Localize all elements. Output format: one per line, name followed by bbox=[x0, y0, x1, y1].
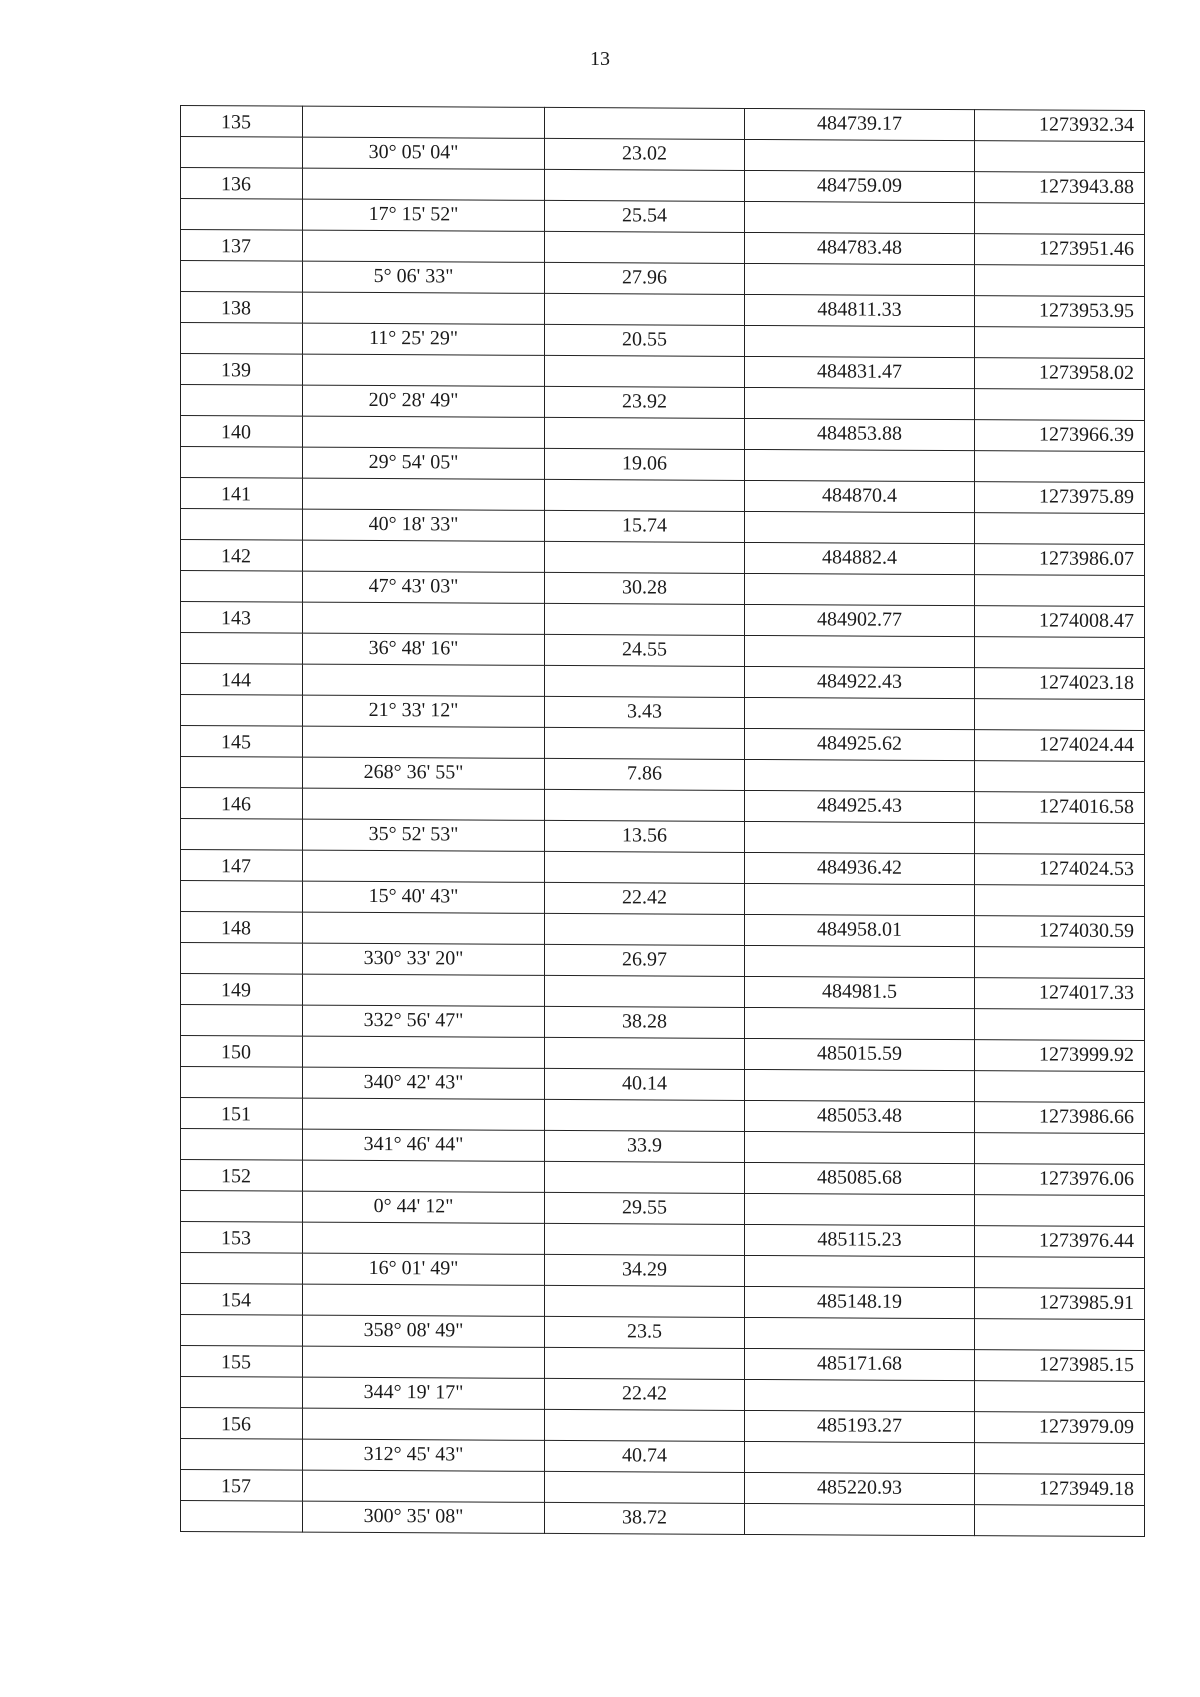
segment-row bbox=[181, 571, 1145, 607]
distance-cell: 20.55 bbox=[545, 324, 745, 356]
empty-cell bbox=[975, 265, 1145, 297]
point-number-cell: 155 bbox=[181, 1346, 303, 1378]
empty-cell bbox=[975, 451, 1145, 483]
empty-cell bbox=[181, 1191, 303, 1223]
empty-cell bbox=[303, 1470, 545, 1502]
empty-cell bbox=[303, 664, 545, 696]
empty-cell bbox=[181, 819, 303, 851]
segment-row bbox=[181, 695, 1145, 731]
y-coordinate-cell: 1274017.33 bbox=[975, 978, 1145, 1010]
empty-cell bbox=[181, 1439, 303, 1471]
empty-cell bbox=[545, 913, 745, 945]
segment-row bbox=[181, 1191, 1145, 1227]
empty-cell bbox=[545, 789, 745, 821]
bearing-angle-cell: 35° 52' 53" bbox=[303, 819, 545, 851]
x-coordinate-cell: 485015.59 bbox=[745, 1038, 975, 1070]
empty-cell bbox=[745, 449, 975, 481]
distance-cell: 7.86 bbox=[545, 758, 745, 790]
distance-cell: 29.55 bbox=[545, 1192, 745, 1224]
distance-cell: 22.42 bbox=[545, 882, 745, 914]
empty-cell bbox=[545, 169, 745, 201]
empty-cell bbox=[975, 823, 1145, 855]
x-coordinate-cell: 485220.93 bbox=[745, 1472, 975, 1504]
y-coordinate-cell: 1274024.44 bbox=[975, 730, 1145, 762]
point-row bbox=[181, 354, 1145, 390]
empty-cell bbox=[975, 1257, 1145, 1289]
segment-row bbox=[181, 261, 1145, 297]
empty-cell bbox=[181, 1005, 303, 1037]
point-row bbox=[181, 1408, 1145, 1444]
x-coordinate-cell: 484853.88 bbox=[745, 418, 975, 450]
distance-cell: 38.28 bbox=[545, 1006, 745, 1038]
empty-cell bbox=[303, 1036, 545, 1068]
y-coordinate-cell: 1273932.34 bbox=[975, 110, 1145, 142]
point-number-cell: 144 bbox=[181, 664, 303, 696]
segment-row bbox=[181, 385, 1145, 421]
empty-cell bbox=[303, 1346, 545, 1378]
x-coordinate-cell: 485115.23 bbox=[745, 1224, 975, 1256]
point-row bbox=[181, 416, 1145, 452]
empty-cell bbox=[303, 354, 545, 386]
empty-cell bbox=[975, 327, 1145, 359]
x-coordinate-cell: 484870.4 bbox=[745, 480, 975, 512]
empty-cell bbox=[303, 292, 545, 324]
empty-cell bbox=[303, 168, 545, 200]
bearing-angle-cell: 341° 46' 44" bbox=[303, 1129, 545, 1161]
distance-cell: 34.29 bbox=[545, 1254, 745, 1286]
empty-cell bbox=[181, 571, 303, 603]
point-number-cell: 148 bbox=[181, 912, 303, 944]
empty-cell bbox=[545, 851, 745, 883]
segment-row bbox=[181, 633, 1145, 669]
empty-cell bbox=[545, 1161, 745, 1193]
empty-cell bbox=[303, 1284, 545, 1316]
empty-cell bbox=[545, 1223, 745, 1255]
point-row bbox=[181, 1036, 1145, 1072]
empty-cell bbox=[303, 478, 545, 510]
segment-row bbox=[181, 819, 1145, 855]
bearing-angle-cell: 330° 33' 20" bbox=[303, 943, 545, 975]
empty-cell bbox=[545, 1471, 745, 1503]
y-coordinate-cell: 1273943.88 bbox=[975, 172, 1145, 204]
y-coordinate-cell: 1273949.18 bbox=[975, 1474, 1145, 1506]
x-coordinate-cell: 484783.48 bbox=[745, 232, 975, 264]
empty-cell bbox=[745, 1069, 975, 1101]
empty-cell bbox=[745, 325, 975, 357]
empty-cell bbox=[181, 881, 303, 913]
segment-row bbox=[181, 137, 1145, 173]
empty-cell bbox=[745, 945, 975, 977]
empty-cell bbox=[745, 883, 975, 915]
distance-cell: 40.14 bbox=[545, 1068, 745, 1100]
point-number-cell: 145 bbox=[181, 726, 303, 758]
point-number-cell: 156 bbox=[181, 1408, 303, 1440]
empty-cell bbox=[303, 1098, 545, 1130]
point-row bbox=[181, 726, 1145, 762]
empty-cell bbox=[745, 1131, 975, 1163]
empty-cell bbox=[545, 293, 745, 325]
empty-cell bbox=[745, 1193, 975, 1225]
distance-cell: 26.97 bbox=[545, 944, 745, 976]
empty-cell bbox=[303, 1408, 545, 1440]
distance-cell: 38.72 bbox=[545, 1502, 745, 1534]
y-coordinate-cell: 1273975.89 bbox=[975, 482, 1145, 514]
bearing-angle-cell: 17° 15' 52" bbox=[303, 199, 545, 231]
y-coordinate-cell: 1273986.66 bbox=[975, 1102, 1145, 1134]
bearing-angle-cell: 20° 28' 49" bbox=[303, 385, 545, 417]
point-row bbox=[181, 106, 1145, 142]
segment-row bbox=[181, 1501, 1145, 1537]
empty-cell bbox=[745, 1317, 975, 1349]
point-number-cell: 151 bbox=[181, 1098, 303, 1130]
y-coordinate-cell: 1273958.02 bbox=[975, 358, 1145, 390]
x-coordinate-cell: 484936.42 bbox=[745, 852, 975, 884]
point-row bbox=[181, 1222, 1145, 1258]
empty-cell bbox=[745, 1503, 975, 1535]
empty-cell bbox=[975, 1195, 1145, 1227]
empty-cell bbox=[975, 1319, 1145, 1351]
empty-cell bbox=[303, 602, 545, 634]
point-number-cell: 153 bbox=[181, 1222, 303, 1254]
y-coordinate-cell: 1273976.06 bbox=[975, 1164, 1145, 1196]
bearing-angle-cell: 5° 06' 33" bbox=[303, 261, 545, 293]
point-row bbox=[181, 912, 1145, 948]
x-coordinate-cell: 484739.17 bbox=[745, 108, 975, 140]
empty-cell bbox=[745, 1379, 975, 1411]
segment-row bbox=[181, 1129, 1145, 1165]
empty-cell bbox=[303, 106, 545, 138]
bearing-angle-cell: 11° 25' 29" bbox=[303, 323, 545, 355]
segment-row bbox=[181, 1253, 1145, 1289]
empty-cell bbox=[545, 417, 745, 449]
x-coordinate-cell: 484811.33 bbox=[745, 294, 975, 326]
distance-cell: 23.92 bbox=[545, 386, 745, 418]
empty-cell bbox=[545, 107, 745, 139]
point-row bbox=[181, 478, 1145, 514]
x-coordinate-cell: 484831.47 bbox=[745, 356, 975, 388]
empty-cell bbox=[745, 635, 975, 667]
point-row bbox=[181, 1284, 1145, 1320]
bearing-angle-cell: 29° 54' 05" bbox=[303, 447, 545, 479]
point-number-cell: 143 bbox=[181, 602, 303, 634]
segment-row bbox=[181, 1315, 1145, 1351]
point-number-cell: 152 bbox=[181, 1160, 303, 1192]
y-coordinate-cell: 1273951.46 bbox=[975, 234, 1145, 266]
distance-cell: 22.42 bbox=[545, 1378, 745, 1410]
segment-row bbox=[181, 199, 1145, 235]
y-coordinate-cell: 1273976.44 bbox=[975, 1226, 1145, 1258]
point-number-cell: 154 bbox=[181, 1284, 303, 1316]
distance-cell: 13.56 bbox=[545, 820, 745, 852]
x-coordinate-cell: 485053.48 bbox=[745, 1100, 975, 1132]
distance-cell: 30.28 bbox=[545, 572, 745, 604]
empty-cell bbox=[181, 385, 303, 417]
empty-cell bbox=[545, 1285, 745, 1317]
y-coordinate-cell: 1273986.07 bbox=[975, 544, 1145, 576]
x-coordinate-cell: 484902.77 bbox=[745, 604, 975, 636]
point-number-cell: 136 bbox=[181, 168, 303, 200]
y-coordinate-cell: 1274023.18 bbox=[975, 668, 1145, 700]
empty-cell bbox=[975, 637, 1145, 669]
x-coordinate-cell: 484958.01 bbox=[745, 914, 975, 946]
point-row bbox=[181, 850, 1145, 886]
point-row bbox=[181, 1346, 1145, 1382]
x-coordinate-cell: 484981.5 bbox=[745, 976, 975, 1008]
x-coordinate-cell: 485085.68 bbox=[745, 1162, 975, 1194]
empty-cell bbox=[545, 1409, 745, 1441]
empty-cell bbox=[745, 511, 975, 543]
point-row bbox=[181, 1160, 1145, 1196]
bearing-angle-cell: 332° 56' 47" bbox=[303, 1005, 545, 1037]
bearing-angle-cell: 21° 33' 12" bbox=[303, 695, 545, 727]
point-number-cell: 135 bbox=[181, 106, 303, 138]
segment-row bbox=[181, 447, 1145, 483]
point-number-cell: 142 bbox=[181, 540, 303, 572]
x-coordinate-cell: 484922.43 bbox=[745, 666, 975, 698]
empty-cell bbox=[975, 389, 1145, 421]
y-coordinate-cell: 1274030.59 bbox=[975, 916, 1145, 948]
point-number-cell: 140 bbox=[181, 416, 303, 448]
bearing-angle-cell: 36° 48' 16" bbox=[303, 633, 545, 665]
bearing-angle-cell: 344° 19' 17" bbox=[303, 1377, 545, 1409]
empty-cell bbox=[181, 1315, 303, 1347]
segment-row bbox=[181, 881, 1145, 917]
point-number-cell: 138 bbox=[181, 292, 303, 324]
empty-cell bbox=[181, 943, 303, 975]
empty-cell bbox=[745, 1441, 975, 1473]
empty-cell bbox=[181, 633, 303, 665]
point-number-cell: 147 bbox=[181, 850, 303, 882]
empty-cell bbox=[975, 1071, 1145, 1103]
bearing-angle-cell: 312° 45' 43" bbox=[303, 1439, 545, 1471]
segment-row bbox=[181, 1377, 1145, 1413]
bearing-angle-cell: 0° 44' 12" bbox=[303, 1191, 545, 1223]
bearing-angle-cell: 30° 05' 04" bbox=[303, 137, 545, 169]
distance-cell: 40.74 bbox=[545, 1440, 745, 1472]
empty-cell bbox=[975, 699, 1145, 731]
point-row bbox=[181, 1470, 1145, 1506]
empty-cell bbox=[975, 947, 1145, 979]
point-row bbox=[181, 602, 1145, 638]
coordinates-table bbox=[180, 105, 1145, 1537]
distance-cell: 33.9 bbox=[545, 1130, 745, 1162]
empty-cell bbox=[975, 1381, 1145, 1413]
empty-cell bbox=[745, 201, 975, 233]
bearing-angle-cell: 15° 40' 43" bbox=[303, 881, 545, 913]
bearing-angle-cell: 340° 42' 43" bbox=[303, 1067, 545, 1099]
x-coordinate-cell: 485193.27 bbox=[745, 1410, 975, 1442]
empty-cell bbox=[975, 141, 1145, 173]
point-row bbox=[181, 788, 1145, 824]
empty-cell bbox=[303, 974, 545, 1006]
distance-cell: 19.06 bbox=[545, 448, 745, 480]
empty-cell bbox=[975, 575, 1145, 607]
empty-cell bbox=[303, 1222, 545, 1254]
empty-cell bbox=[545, 231, 745, 263]
point-row bbox=[181, 540, 1145, 576]
bearing-angle-cell: 300° 35' 08" bbox=[303, 1501, 545, 1533]
distance-cell: 15.74 bbox=[545, 510, 745, 542]
segment-row bbox=[181, 1005, 1145, 1041]
empty-cell bbox=[181, 1253, 303, 1285]
empty-cell bbox=[975, 761, 1145, 793]
y-coordinate-cell: 1273979.09 bbox=[975, 1412, 1145, 1444]
bearing-angle-cell: 40° 18' 33" bbox=[303, 509, 545, 541]
empty-cell bbox=[975, 1443, 1145, 1475]
point-number-cell: 157 bbox=[181, 1470, 303, 1502]
point-row bbox=[181, 974, 1145, 1010]
distance-cell: 27.96 bbox=[545, 262, 745, 294]
empty-cell bbox=[975, 1009, 1145, 1041]
empty-cell bbox=[303, 726, 545, 758]
empty-cell bbox=[181, 137, 303, 169]
empty-cell bbox=[181, 447, 303, 479]
empty-cell bbox=[545, 665, 745, 697]
empty-cell bbox=[975, 1505, 1145, 1537]
empty-cell bbox=[303, 850, 545, 882]
point-row bbox=[181, 292, 1145, 328]
empty-cell bbox=[975, 885, 1145, 917]
empty-cell bbox=[745, 821, 975, 853]
point-row bbox=[181, 1098, 1145, 1134]
empty-cell bbox=[545, 1347, 745, 1379]
segment-row bbox=[181, 757, 1145, 793]
distance-cell: 25.54 bbox=[545, 200, 745, 232]
point-number-cell: 137 bbox=[181, 230, 303, 262]
empty-cell bbox=[745, 263, 975, 295]
empty-cell bbox=[745, 573, 975, 605]
y-coordinate-cell: 1274016.58 bbox=[975, 792, 1145, 824]
empty-cell bbox=[303, 230, 545, 262]
distance-cell: 3.43 bbox=[545, 696, 745, 728]
empty-cell bbox=[545, 1099, 745, 1131]
empty-cell bbox=[181, 509, 303, 541]
empty-cell bbox=[545, 479, 745, 511]
point-number-cell: 146 bbox=[181, 788, 303, 820]
distance-cell: 23.5 bbox=[545, 1316, 745, 1348]
empty-cell bbox=[181, 1067, 303, 1099]
bearing-angle-cell: 358° 08' 49" bbox=[303, 1315, 545, 1347]
empty-cell bbox=[303, 540, 545, 572]
empty-cell bbox=[303, 416, 545, 448]
coordinates-table-body bbox=[181, 106, 1145, 1537]
x-coordinate-cell: 484925.62 bbox=[745, 728, 975, 760]
point-number-cell: 139 bbox=[181, 354, 303, 386]
empty-cell bbox=[303, 912, 545, 944]
bearing-angle-cell: 268° 36' 55" bbox=[303, 757, 545, 789]
empty-cell bbox=[303, 1160, 545, 1192]
segment-row bbox=[181, 943, 1145, 979]
bearing-angle-cell: 16° 01' 49" bbox=[303, 1253, 545, 1285]
page-number: 13 bbox=[590, 48, 610, 70]
empty-cell bbox=[975, 203, 1145, 235]
empty-cell bbox=[181, 199, 303, 231]
empty-cell bbox=[181, 323, 303, 355]
segment-row bbox=[181, 1067, 1145, 1103]
empty-cell bbox=[745, 1007, 975, 1039]
empty-cell bbox=[181, 1501, 303, 1533]
x-coordinate-cell: 485171.68 bbox=[745, 1348, 975, 1380]
empty-cell bbox=[545, 1037, 745, 1069]
empty-cell bbox=[181, 1377, 303, 1409]
distance-cell: 24.55 bbox=[545, 634, 745, 666]
point-number-cell: 141 bbox=[181, 478, 303, 510]
empty-cell bbox=[545, 727, 745, 759]
empty-cell bbox=[745, 697, 975, 729]
empty-cell bbox=[303, 788, 545, 820]
empty-cell bbox=[745, 387, 975, 419]
y-coordinate-cell: 1273953.95 bbox=[975, 296, 1145, 328]
empty-cell bbox=[181, 757, 303, 789]
empty-cell bbox=[745, 759, 975, 791]
empty-cell bbox=[975, 1133, 1145, 1165]
y-coordinate-cell: 1274008.47 bbox=[975, 606, 1145, 638]
empty-cell bbox=[545, 355, 745, 387]
coordinates-table-container bbox=[180, 105, 1144, 1537]
point-row bbox=[181, 664, 1145, 700]
empty-cell bbox=[975, 513, 1145, 545]
y-coordinate-cell: 1273985.15 bbox=[975, 1350, 1145, 1382]
point-row bbox=[181, 230, 1145, 266]
y-coordinate-cell: 1274024.53 bbox=[975, 854, 1145, 886]
empty-cell bbox=[745, 1255, 975, 1287]
segment-row bbox=[181, 1439, 1145, 1475]
segment-row bbox=[181, 509, 1145, 545]
point-row bbox=[181, 168, 1145, 204]
empty-cell bbox=[545, 975, 745, 1007]
empty-cell bbox=[181, 1129, 303, 1161]
y-coordinate-cell: 1273966.39 bbox=[975, 420, 1145, 452]
x-coordinate-cell: 484925.43 bbox=[745, 790, 975, 822]
empty-cell bbox=[745, 139, 975, 171]
y-coordinate-cell: 1273999.92 bbox=[975, 1040, 1145, 1072]
segment-row bbox=[181, 323, 1145, 359]
x-coordinate-cell: 485148.19 bbox=[745, 1286, 975, 1318]
y-coordinate-cell: 1273985.91 bbox=[975, 1288, 1145, 1320]
point-number-cell: 150 bbox=[181, 1036, 303, 1068]
empty-cell bbox=[181, 261, 303, 293]
x-coordinate-cell: 484882.4 bbox=[745, 542, 975, 574]
distance-cell: 23.02 bbox=[545, 138, 745, 170]
point-number-cell: 149 bbox=[181, 974, 303, 1006]
x-coordinate-cell: 484759.09 bbox=[745, 170, 975, 202]
bearing-angle-cell: 47° 43' 03" bbox=[303, 571, 545, 603]
empty-cell bbox=[181, 695, 303, 727]
empty-cell bbox=[545, 541, 745, 573]
empty-cell bbox=[545, 603, 745, 635]
